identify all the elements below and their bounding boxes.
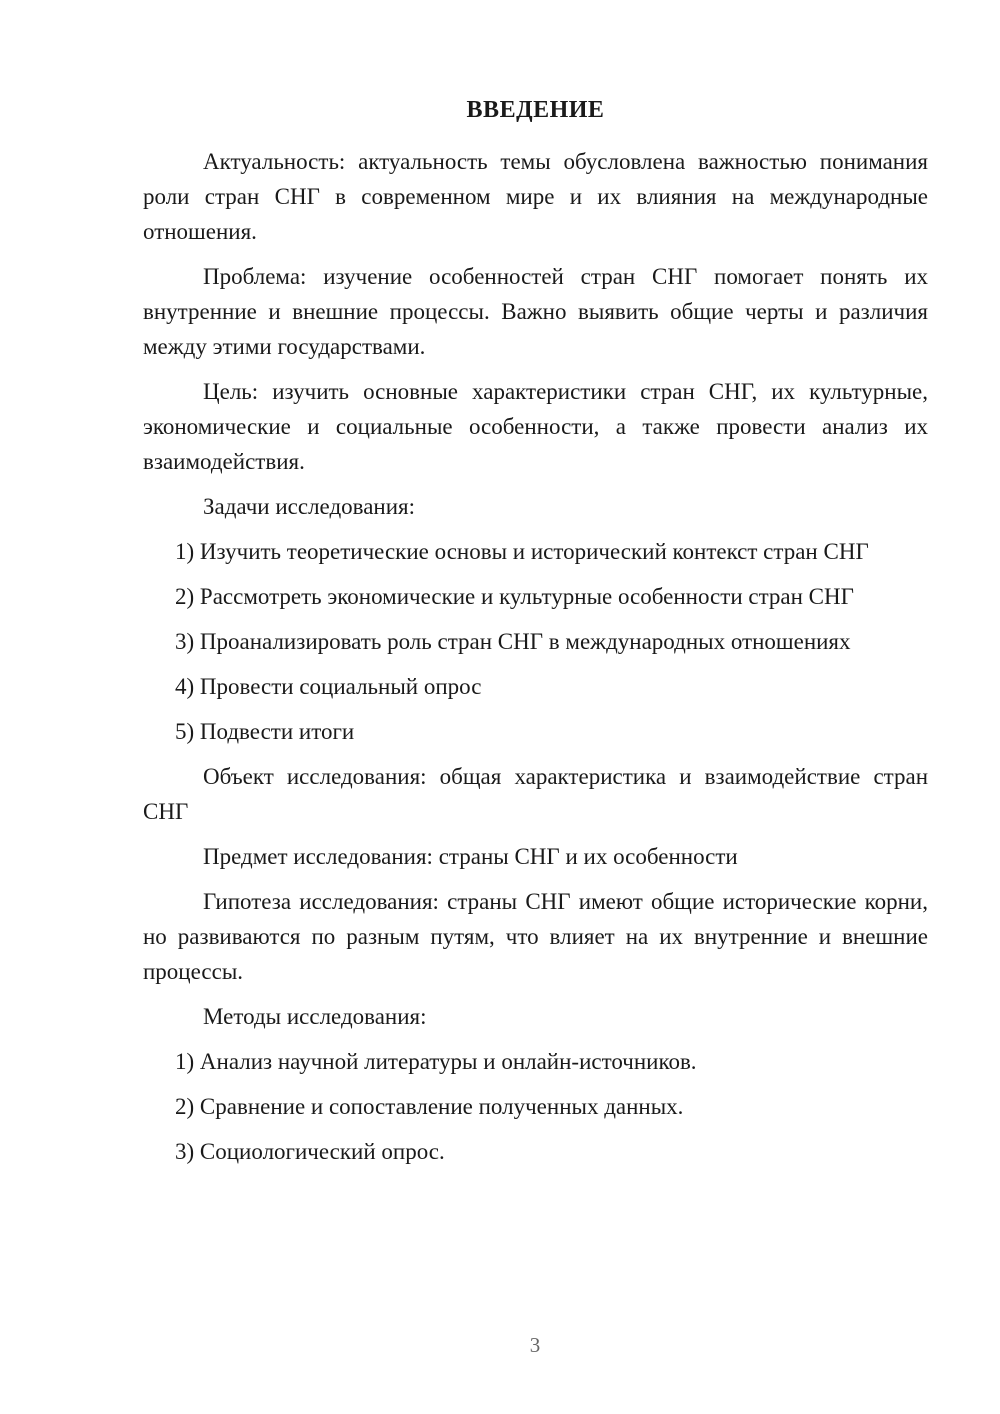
- tasks-list: [143, 534, 928, 749]
- task-item: 5) Подвести итоги: [175, 719, 355, 744]
- page-number: 3: [529, 1333, 541, 1357]
- task-item: 3) Проанализировать роль стран СНГ в международных отношениях: [175, 629, 851, 654]
- subject-paragraph: Предмет исследования: страны СНГ и их особенности: [203, 844, 738, 869]
- goal-paragraph: Цель: изучить основные характеристики стран СНГ, их культурные, экономические и социальные особенности, а также провести анализ их взаимодействия.: [143, 379, 928, 474]
- tasks-title: Задачи исследования:: [203, 494, 416, 519]
- task-item: 1) Изучить теоретические основы и исторический контекст стран СНГ: [175, 539, 869, 564]
- methods-title: Методы исследования:: [203, 1004, 427, 1029]
- relevance-paragraph: Актуальность: актуальность темы обусловлена важностью понимания роли стран СНГ в современном мире и их влияния на международные отношения.: [143, 149, 928, 244]
- problem-paragraph: Проблема: изучение особенностей стран СНГ помогает понять их внутренние и внешние процессы. Важно выявить общие черты и различия между этими государствами.: [143, 264, 928, 359]
- page-heading: ВВЕДЕНИЕ: [466, 97, 605, 123]
- task-item: 4) Провести социальный опрос: [175, 674, 482, 699]
- method-item: 2) Сравнение и сопоставление полученных данных.: [175, 1094, 684, 1119]
- method-item: 3) Социологический опрос.: [175, 1139, 445, 1164]
- object-paragraph: Объект исследования: общая характеристика и взаимодействие стран СНГ: [143, 764, 928, 824]
- page-content: [143, 95, 928, 1179]
- methods-list: [143, 1044, 928, 1169]
- task-item: 2) Рассмотреть экономические и культурные особенности стран СНГ: [175, 584, 854, 609]
- hypothesis-paragraph: Гипотеза исследования: страны СНГ имеют общие исторические корни, но развиваются по разным путям, что влияет на их внутренние и внешние процессы.: [143, 889, 928, 984]
- method-item: 1) Анализ научной литературы и онлайн-источников.: [175, 1049, 697, 1074]
